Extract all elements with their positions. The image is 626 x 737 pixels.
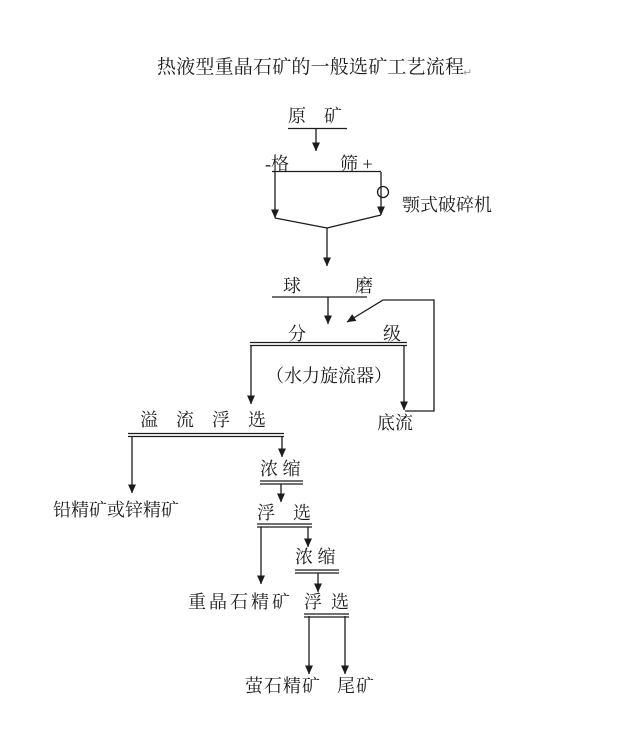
node-classification: 分 级 [288, 324, 402, 344]
arrow-underflow-recycle [347, 300, 434, 411]
node-flotation-3: 浮 选 [304, 592, 349, 612]
overflow-flotation-double-underline [128, 434, 284, 437]
node-underflow: 底流 [377, 413, 413, 433]
thickening-1-double-underline [260, 481, 303, 484]
node-fluorite-concentrate: 萤石精矿 [245, 676, 321, 696]
page-title: 热液型重晶石矿的一般选矿工艺流程 [157, 57, 465, 78]
node-overflow-flotation: 溢 流 浮 选 [140, 410, 266, 430]
node-grid-sieve-minus: -格 [265, 154, 289, 174]
thickening-2-double-underline [295, 570, 339, 573]
funnel-merge-lines [275, 215, 381, 228]
node-flotation-2: 浮 选 [257, 503, 311, 523]
node-grid-sieve-plus: 筛 + [340, 154, 373, 174]
node-raw-ore: 原 矿 [288, 106, 342, 126]
node-ball-mill: 球 磨 [283, 276, 373, 296]
node-thickening-1: 浓 缩 [260, 459, 301, 479]
node-lead-or-zinc-concentrate: 铅精矿或锌精矿 [53, 500, 179, 520]
node-hydrocyclone-note: （水力旋流器） [266, 366, 392, 386]
jaw-crusher-circle [378, 187, 389, 198]
flotation-3-double-underline [304, 614, 349, 617]
flotation-2-double-underline [257, 524, 312, 527]
node-tailings: 尾矿 [337, 676, 375, 696]
node-thickening-2: 浓 缩 [295, 547, 336, 567]
node-jaw-crusher: 颚式破碎机 [402, 195, 492, 215]
paragraph-mark-icon: ↵ [463, 66, 473, 79]
node-barite-concentrate: 重晶石精矿 [188, 592, 293, 612]
